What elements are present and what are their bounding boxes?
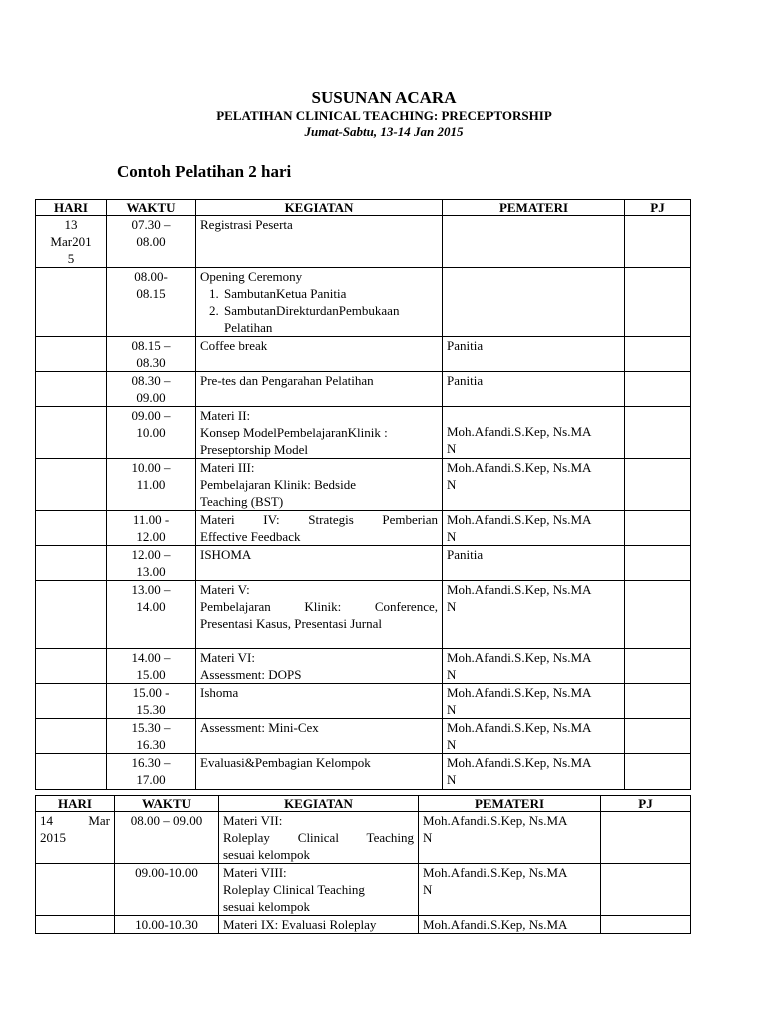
activity-cell [196,581,443,649]
table-row [36,268,691,337]
speaker-cell [443,372,625,407]
table-row [36,916,691,934]
speaker-line: N [423,882,433,897]
activity-line: Presentasi Kasus, Presentasi Jurnal [200,616,382,631]
table-row [36,581,691,649]
day-line: 2015 [40,830,66,845]
speaker-line: Moh.Afandi.S.Kep, Ns.MA [447,582,592,597]
day-line: 14 Mar [40,813,110,828]
table-row [36,719,691,754]
time-line: 13.00 – [131,582,171,597]
time-line: 10.00-10.30 [135,917,198,932]
table-row [36,754,691,790]
speaker-cell [443,754,625,790]
time-cell [107,337,196,372]
pj-cell [625,719,691,754]
document-header [0,88,768,140]
day-line: Mar201 [50,234,92,249]
pj-cell [601,916,691,934]
time-cell [107,684,196,719]
list-item: 1. SambutanKetua Panitia [222,285,438,302]
activity-cell [219,812,419,864]
activity-line: Evaluasi&Pembagian Kelompok [200,755,371,770]
speaker-cell [443,581,625,649]
activity-line: Materi III: [200,460,255,475]
activity-cell [196,649,443,684]
activity-line: Ishoma [200,685,239,700]
pj-cell [625,372,691,407]
day-cell [36,216,107,268]
speaker-line: Moh.Afandi.S.Kep, Ns.MA [447,685,592,700]
speaker-line: Moh.Afandi.S.Kep, Ns.MA [423,917,568,932]
activity-cell [196,684,443,719]
day-cell [36,812,115,864]
table-row [36,864,691,916]
time-line: 15.30 [136,702,166,717]
speaker-line: Panitia [447,338,484,353]
activity-line: Roleplay Clinical Teaching [223,830,414,845]
speaker-line: N [447,441,457,456]
speaker-line: Panitia [447,547,484,562]
header-waktu: WAKTU [115,796,219,812]
speaker-line: Panitia [447,373,484,388]
day-cell [36,511,107,546]
speaker-line: Moh.Afandi.S.Kep, Ns.MA [447,650,592,665]
document-subtitle: PELATIHAN CLINICAL TEACHING: PRECEPTORSHIP [216,108,552,123]
day-cell [36,407,107,459]
day-cell [36,719,107,754]
pj-cell [625,649,691,684]
time-cell [107,459,196,511]
speaker-cell [443,337,625,372]
activity-cell [196,546,443,581]
time-line: 11.00 - [132,512,170,527]
time-line: 08.00- [134,269,168,284]
day-cell [36,372,107,407]
day-cell [36,754,107,790]
time-line: 10.00 – [131,460,171,475]
time-cell [107,649,196,684]
time-line: 15.30 – [131,720,171,735]
day-cell [36,337,107,372]
day-line: 13 [64,217,78,232]
activity-cell [219,916,419,934]
speaker-line: Moh.Afandi.S.Kep, Ns.MA [447,755,592,770]
time-line: 08.00 – 09.00 [130,813,203,828]
activity-line: Materi VIII: [223,865,287,880]
pj-cell [601,812,691,864]
table-row [36,649,691,684]
pj-cell [625,511,691,546]
time-cell [107,754,196,790]
header-pj: PJ [625,200,691,216]
time-line: 16.30 – [131,755,171,770]
activity-line: Pembelajaran Klinik: Bedside [200,477,356,492]
activity-line: Preseptorship Model [200,442,308,457]
activity-line: Opening Ceremony [200,269,303,284]
list-item: 2. SambutanDirekturdanPembukaan Pelatihan [222,302,438,336]
pj-cell [625,684,691,719]
table-row [36,459,691,511]
pj-cell [625,407,691,459]
schedule-table-day1 [35,199,691,790]
time-line: 13.00 [136,564,166,579]
speaker-cell [443,684,625,719]
pj-cell [625,216,691,268]
activity-cell [196,268,443,337]
speaker-line: N [447,772,457,787]
time-line: 08.00 [136,234,166,249]
speaker-line: Moh.Afandi.S.Kep, Ns.MA [447,512,592,527]
activity-line: sesuai kelompok [223,847,311,862]
time-cell [115,916,219,934]
speaker-line: N [447,737,457,752]
pj-cell [625,268,691,337]
time-cell [107,581,196,649]
day-line: 5 [67,251,75,266]
day-cell [36,459,107,511]
day-cell [36,864,115,916]
time-cell [107,546,196,581]
day-cell [36,649,107,684]
table-row [36,511,691,546]
time-line: 11.00 [136,477,166,492]
time-line: 08.15 – [131,338,171,353]
pj-cell [625,459,691,511]
event-dates: Jumat-Sabtu, 13-14 Jan 2015 [304,124,464,139]
speaker-cell [443,511,625,546]
activity-line: Roleplay Clinical Teaching [223,882,365,897]
time-line: 16.30 [136,737,166,752]
speaker-cell [443,459,625,511]
header-hari: HARI [36,200,107,216]
activity-line: ISHOMA [200,547,252,562]
table-row [36,216,691,268]
table-header-row [36,200,691,216]
time-cell [107,407,196,459]
activity-line: Materi V: [200,582,250,597]
header-kegiatan: KEGIATAN [196,200,443,216]
speaker-line: Moh.Afandi.S.Kep, Ns.MA [447,424,592,439]
activity-line: Materi IV: Strategis Pemberian [200,512,438,527]
activity-list [200,285,438,336]
time-line: 12.00 [136,529,166,544]
day-cell [36,268,107,337]
activity-line: Materi IX: Evaluasi Roleplay [223,917,377,932]
time-line: 08.30 [136,355,166,370]
time-cell [107,719,196,754]
time-line: 10.00 [136,425,166,440]
header-kegiatan: KEGIATAN [219,796,419,812]
schedule-table-day2 [35,795,691,934]
time-line: 09.00-10.00 [135,865,198,880]
table-row [36,546,691,581]
table-row [36,684,691,719]
time-line: 14.00 – [131,650,171,665]
header-waktu: WAKTU [107,200,196,216]
header-pemateri: PEMATERI [419,796,601,812]
time-line: 15.00 - [132,685,170,700]
activity-cell [196,719,443,754]
activity-cell [196,216,443,268]
speaker-line: N [447,702,457,717]
activity-line: Pre-tes dan Pengarahan Pelatihan [200,373,374,388]
document-title: SUSUNAN ACARA [311,88,457,107]
speaker-line: Moh.Afandi.S.Kep, Ns.MA [423,865,568,880]
activity-cell [219,864,419,916]
pj-cell [625,337,691,372]
speaker-line: Moh.Afandi.S.Kep, Ns.MA [423,813,568,828]
time-line: 15.00 [136,667,166,682]
activity-cell [196,511,443,546]
activity-line: Pembelajaran Klinik: Conference, [200,599,438,614]
speaker-line: N [423,830,433,845]
speaker-line: N [447,529,457,544]
speaker-line: N [447,477,457,492]
time-line: 14.00 [136,599,166,614]
activity-line: Teaching (BST) [200,494,284,509]
activity-cell [196,754,443,790]
activity-line: Assessment: Mini-Cex [200,720,319,735]
time-line: 09.00 [136,390,166,405]
activity-cell [196,372,443,407]
time-line: 07.30 – [131,217,171,232]
table-row [36,407,691,459]
speaker-cell [443,407,625,459]
activity-cell [196,407,443,459]
speaker-cell [443,649,625,684]
time-line: 17.00 [136,772,166,787]
table-row [36,812,691,864]
activity-line: Materi VI: [200,650,255,665]
speaker-cell [419,916,601,934]
speaker-cell [443,719,625,754]
pj-cell [625,581,691,649]
time-cell [107,511,196,546]
speaker-cell [419,864,601,916]
time-cell [107,216,196,268]
time-line: 08.30 – [131,373,171,388]
time-cell [107,372,196,407]
header-pemateri: PEMATERI [443,200,625,216]
time-line: 12.00 – [131,547,171,562]
table-header-row [36,796,691,812]
speaker-line: Moh.Afandi.S.Kep, Ns.MA [447,460,592,475]
pj-cell [625,754,691,790]
table-row [36,337,691,372]
activity-line: Registrasi Peserta [200,217,293,232]
speaker-line: N [447,667,457,682]
time-cell [115,812,219,864]
day-cell [36,916,115,934]
day-cell [36,546,107,581]
activity-line: Effective Feedback [200,529,301,544]
time-cell [115,864,219,916]
activity-line: Materi II: [200,408,251,423]
speaker-cell [419,812,601,864]
speaker-line: N [447,599,457,614]
time-cell [107,268,196,337]
day-cell [36,684,107,719]
activity-line: Assessment: DOPS [200,667,302,682]
day-cell [36,581,107,649]
speaker-cell [443,216,625,268]
pj-cell [625,546,691,581]
activity-line: Konsep ModelPembelajaranKlinik : [200,425,388,440]
time-line: 09.00 – [131,408,171,423]
activity-line: Materi VII: [223,813,283,828]
speaker-cell [443,268,625,337]
speaker-line: Moh.Afandi.S.Kep, Ns.MA [447,720,592,735]
header-pj: PJ [601,796,691,812]
activity-line: Coffee break [200,338,268,353]
header-hari: HARI [36,796,115,812]
activity-cell [196,337,443,372]
time-line: 08.15 [136,286,166,301]
pj-cell [601,864,691,916]
section-heading: Contoh Pelatihan 2 hari [117,162,292,181]
speaker-cell [443,546,625,581]
activity-cell [196,459,443,511]
table-row [36,372,691,407]
activity-line: sesuai kelompok [223,899,311,914]
